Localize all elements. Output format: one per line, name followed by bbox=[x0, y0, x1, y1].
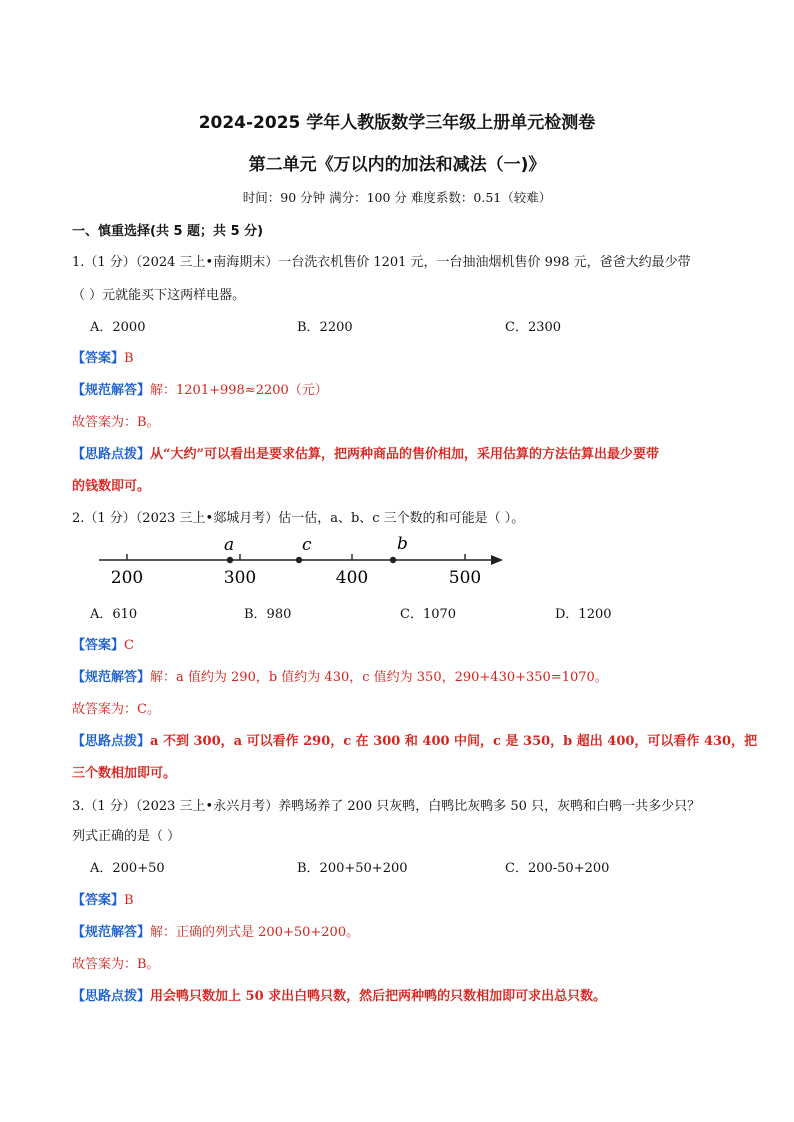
q2-hint-line2: 三个数相加即可。 bbox=[72, 766, 177, 781]
section-title: 一、慎重选择(共 5 题；共 5 分) bbox=[72, 224, 264, 239]
tick-label-400: 400 bbox=[335, 568, 369, 588]
point-a bbox=[227, 557, 233, 563]
q1-solution bbox=[72, 379, 328, 398]
q3-option-a: A．200+50 bbox=[90, 861, 165, 876]
q2-option-b: B．980 bbox=[244, 607, 292, 622]
q2-option-a: A．610 bbox=[90, 607, 138, 622]
q1-hint-line2: 的钱数即可。 bbox=[72, 479, 151, 494]
q2-option-d: D．1200 bbox=[555, 607, 612, 622]
q1-answer bbox=[72, 347, 134, 366]
q1-stem-line2: （ ）元就能买下这两样电器。 bbox=[72, 288, 246, 303]
q3-stem-line2: 列式正确的是（ ） bbox=[72, 829, 181, 844]
q2-solution-text: 解：a 值约为 290，b 值约为 430，c 值约为 350，290+430+350=1070。 bbox=[150, 670, 608, 685]
point-label-c: c bbox=[302, 536, 312, 555]
q1-answer-value: B bbox=[124, 351, 134, 366]
q2-solution bbox=[72, 666, 608, 685]
answer-label: 【答案】 bbox=[72, 351, 125, 366]
q3-stem-line1: 3.（1 分）（2023 三上•永兴月考）养鸭场养了 200 只灰鸭，白鸭比灰鸭多 50 只，灰鸭和白鸭一共多少只？ bbox=[72, 799, 701, 814]
q3-conclusion: 故答案为：B。 bbox=[72, 957, 160, 972]
q3-option-c: C．200-50+200 bbox=[505, 861, 610, 876]
q1-option-b: B．2200 bbox=[297, 320, 353, 335]
solution-label: 【规范解答】 bbox=[72, 925, 151, 940]
q1-hint bbox=[72, 443, 659, 462]
tick-label-300: 300 bbox=[223, 568, 257, 588]
page-title: 2024-2025 学年人教版数学三年级上册单元检测卷 bbox=[198, 113, 596, 133]
q3-hint bbox=[72, 985, 606, 1004]
q1-solution-text: 解：1201+998≈2200（元） bbox=[150, 383, 328, 398]
q2-conclusion: 故答案为：C。 bbox=[72, 702, 160, 717]
number-line-arrow bbox=[491, 555, 503, 565]
q2-answer bbox=[72, 634, 134, 653]
q2-option-c: C．1070 bbox=[400, 607, 457, 622]
page-subtitle: 第二单元《万以内的加法和减法（一)》 bbox=[248, 155, 546, 175]
solution-label: 【规范解答】 bbox=[72, 383, 151, 398]
solution-label: 【规范解答】 bbox=[72, 670, 151, 685]
hint-label: 【思路点拨】 bbox=[72, 447, 151, 462]
q2-hint bbox=[72, 730, 757, 749]
point-b bbox=[390, 557, 396, 563]
q3-option-b: B．200+50+200 bbox=[297, 861, 408, 876]
q1-option-a: A．2000 bbox=[90, 320, 146, 335]
q1-option-c: C．2300 bbox=[505, 320, 562, 335]
q3-answer-value: B bbox=[124, 893, 134, 908]
exam-meta: 时间：90 分钟 满分：100 分 难度系数：0.51（较难） bbox=[242, 190, 552, 205]
q1-conclusion: 故答案为：B。 bbox=[72, 415, 160, 430]
hint-label: 【思路点拨】 bbox=[72, 734, 151, 749]
q3-hint-text: 用会鸭只数加上 50 求出白鸭只数，然后把两种鸭的只数相加即可求出总只数。 bbox=[150, 989, 607, 1004]
point-label-a: a bbox=[224, 536, 235, 555]
point-c bbox=[296, 557, 302, 563]
hint-label: 【思路点拨】 bbox=[72, 989, 151, 1004]
q3-solution-text: 解：正确的列式是 200+50+200。 bbox=[150, 925, 360, 940]
q1-hint-text: 从“大约”可以看出是要求估算，把两种商品的售价相加，采用估算的方法估算出最少要带 bbox=[150, 447, 659, 462]
number-line-figure bbox=[95, 536, 505, 592]
tick-label-200: 200 bbox=[110, 568, 144, 588]
q3-answer bbox=[72, 889, 134, 908]
point-label-b: b bbox=[397, 536, 408, 554]
q3-solution bbox=[72, 921, 359, 940]
q1-stem-line1: 1.（1 分）（2024 三上•南海期末）一台洗衣机售价 1201 元，一台抽油烟机售价 998 元，爸爸大约最少带 bbox=[72, 255, 691, 270]
q2-stem-line1: 2.（1 分）（2023 三上•郯城月考）估一估，a、b、c 三个数的和可能是（ ）。 bbox=[72, 511, 525, 526]
answer-label: 【答案】 bbox=[72, 638, 125, 653]
tick-label-500: 500 bbox=[448, 568, 482, 588]
answer-label: 【答案】 bbox=[72, 893, 125, 908]
q2-hint-text: a 不到 300，a 可以看作 290，c 在 300 和 400 中间，c 是 350，b 超出 400，可以看作 430，把 bbox=[150, 734, 758, 749]
q2-answer-value: C bbox=[124, 638, 134, 653]
